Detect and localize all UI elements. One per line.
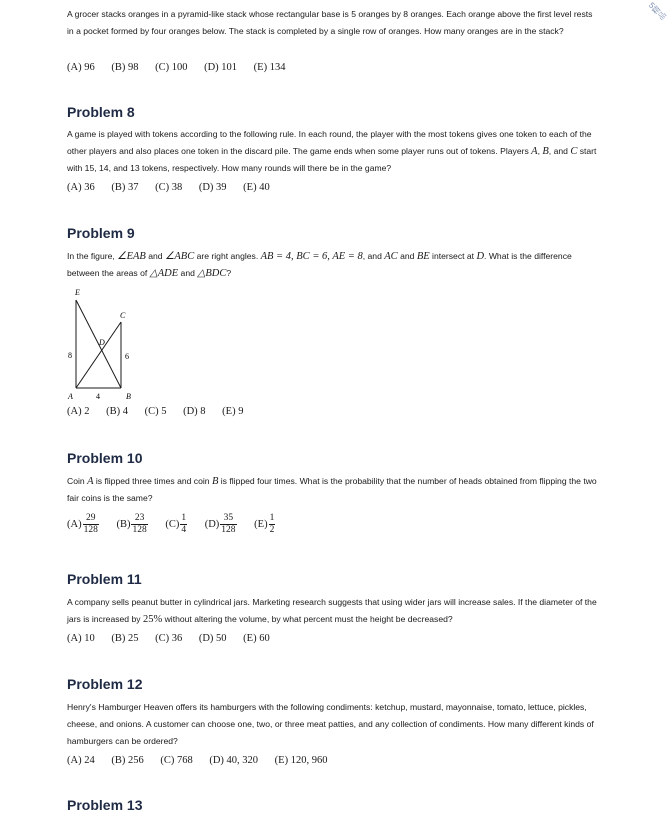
choice-e: (E) 60 <box>243 633 270 644</box>
choice-a <box>67 513 100 536</box>
label-length-ae: 8 <box>68 351 72 360</box>
choice-b: (B) 37 <box>111 182 139 193</box>
choice-label: (C) <box>165 518 180 530</box>
fraction <box>220 513 236 536</box>
choice-a: (A) 96 <box>67 62 95 73</box>
sep: , <box>537 146 543 156</box>
problem-11-title: Problem 11 <box>67 571 142 587</box>
triangle-bdc: △BDC <box>197 268 227 279</box>
t: , and <box>362 251 385 261</box>
label-length-ab: 4 <box>96 392 100 401</box>
problem-8-text <box>67 126 597 177</box>
coin-b: B <box>211 476 219 487</box>
choice-e: (E) 9 <box>222 406 244 417</box>
percent: 25% <box>142 614 163 625</box>
problem-9-choices <box>67 406 257 417</box>
t: and <box>397 251 417 261</box>
choice-d: (D) 8 <box>183 406 206 417</box>
segment-ac: AC <box>384 251 398 262</box>
choice-label: (A) <box>67 518 82 530</box>
problem-7-choices <box>67 62 299 73</box>
choice-c: (C) 100 <box>155 62 188 73</box>
choice-c: (C) 38 <box>155 182 183 193</box>
choice-b <box>116 513 148 536</box>
problem-10-title: Problem 10 <box>67 450 143 466</box>
choice-a: (A) 24 <box>67 755 95 766</box>
choice-b: (B) 98 <box>111 62 139 73</box>
choice-d: (D) 39 <box>198 182 227 193</box>
t: and <box>145 251 165 261</box>
problem-7-text: A grocer stacks oranges in a pyramid-like stack whose rectangular base is 5 oranges by 8 oranges. Each orange above the first level rests in a pocket formed by four oranges below. The stack is completed by a single row of oranges. How many oranges are in the stack? <box>67 9 593 36</box>
choice-d: (D) 50 <box>198 633 227 644</box>
choice-c <box>165 513 188 536</box>
denominator: 2 <box>269 525 275 535</box>
math-c: C <box>570 146 578 157</box>
problem-8-text-part: A game is played with tokens according to the following rule. In each round, the player with the most tokens gives one token to each of the other players and also places one token in the discard pile. The game ends when some player runs out of tokens. Players <box>67 129 592 156</box>
label-d: D <box>99 338 105 347</box>
label-e: E <box>75 288 80 297</box>
coin-a: A <box>87 476 94 487</box>
label-a: A <box>68 392 73 401</box>
numerator: 35 <box>220 513 236 525</box>
numerator: 29 <box>83 513 99 525</box>
choice-label: (D) <box>204 518 220 530</box>
problem-11-text <box>67 594 597 628</box>
sep: , and <box>548 146 571 156</box>
problem-10-text <box>67 473 597 507</box>
t: intersect at <box>429 251 477 261</box>
point-d: D <box>476 251 485 262</box>
corner-watermark: 5精品 <box>646 0 668 22</box>
choice-label: (E) <box>254 518 268 530</box>
t: . What is the difference between the areas of <box>67 251 572 278</box>
choice-d: (D) 40, 320 <box>209 755 259 766</box>
fraction <box>131 513 147 536</box>
denominator: 128 <box>83 525 98 535</box>
segment-be: BE <box>416 251 430 262</box>
numerator: 1 <box>269 513 275 523</box>
choice-e: (E) 40 <box>243 182 270 193</box>
label-b: B <box>126 392 131 401</box>
choice-e <box>254 513 276 536</box>
problem-8-text-part: start with 15, 14, and 13 tokens, respectively. How many rounds will there be in the game? <box>67 146 597 173</box>
problem-12-text: Henry's Hamburger Heaven offers its hamburgers with the following condiments: ketchup, mustard, mayonnaise, tomato, lettuce, pickles, cheese, and onions. A customer can choose one, two, or three meat patties, and any collection of condiments. How many different kinds of hamburgers can be ordered? <box>67 702 594 746</box>
problem-9-text <box>67 248 597 282</box>
choice-label: (B) <box>116 518 131 530</box>
numerator: 1 <box>181 513 187 523</box>
t: without altering the volume, by what percent must the height be decreased? <box>162 614 453 624</box>
problem-13-title: Problem 13 <box>67 797 143 813</box>
label-c: C <box>120 311 126 320</box>
choice-a: (A) 36 <box>67 182 95 193</box>
math-b: B <box>542 146 549 157</box>
t: and <box>178 268 198 278</box>
denominator: 128 <box>221 525 236 535</box>
triangle-ade: △ADE <box>149 268 179 279</box>
problem-12-choices <box>67 755 341 766</box>
t: In the figure, <box>67 251 118 261</box>
geometry-figure <box>62 286 152 402</box>
fraction <box>180 513 187 536</box>
problem-11-choices <box>67 633 284 644</box>
problem-12-title: Problem 12 <box>67 676 143 692</box>
t: ? <box>226 268 232 278</box>
problem-10-choices <box>67 513 290 536</box>
label-length-bc: 6 <box>125 352 129 361</box>
denominator: 128 <box>132 525 147 535</box>
t: is flipped four times. What is the probability that the number of heads obtained from flipping the two fair coins is the same? <box>67 476 597 503</box>
choice-d: (D) 101 <box>204 62 238 73</box>
choice-b: (B) 256 <box>111 755 144 766</box>
choice-e: (E) 120, 960 <box>274 755 328 766</box>
fraction <box>83 513 99 536</box>
problem-8-choices <box>67 182 284 193</box>
problem-9-title: Problem 9 <box>67 225 135 241</box>
t: A company sells peanut butter in cylindrical jars. Marketing research suggests that using wider jars will increase sales. If the diameter of the jars is increased by <box>67 597 597 624</box>
choice-b: (B) 25 <box>111 633 139 644</box>
numerator: 23 <box>131 513 147 525</box>
choice-b: (B) 4 <box>106 406 128 417</box>
segment-ac-line <box>76 322 121 388</box>
angle-eab: ∠EAB <box>117 251 146 262</box>
t: Coin <box>67 476 88 486</box>
choice-a: (A) 2 <box>67 406 90 417</box>
choice-c: (C) 36 <box>155 633 183 644</box>
choice-e: (E) 134 <box>253 62 286 73</box>
choice-d <box>205 513 238 536</box>
problem-8-title: Problem 8 <box>67 104 135 120</box>
angle-abc: ∠ABC <box>164 251 195 262</box>
choice-c: (C) 768 <box>160 755 193 766</box>
t: is flipped three times and coin <box>93 476 212 486</box>
equations: AB = 4, BC = 6, AE = 8 <box>260 251 363 262</box>
choice-c: (C) 5 <box>144 406 167 417</box>
choice-a: (A) 10 <box>67 633 95 644</box>
denominator: 4 <box>181 525 187 535</box>
math-a: A <box>531 146 538 157</box>
fraction <box>269 513 276 536</box>
t: are right angles. <box>194 251 261 261</box>
